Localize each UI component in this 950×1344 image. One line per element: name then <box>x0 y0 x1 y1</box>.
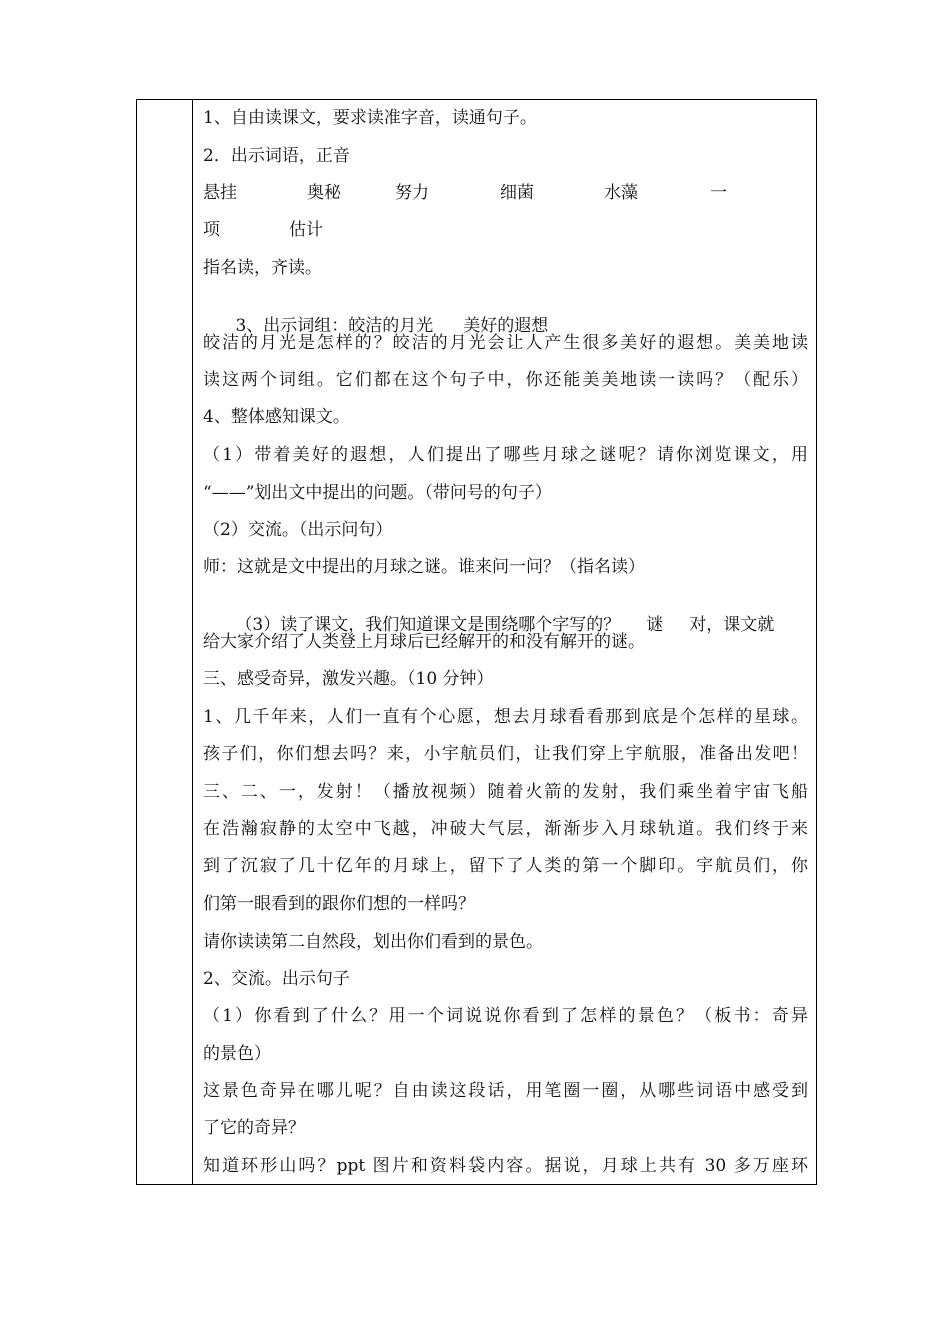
answer-word: 谜 <box>646 615 664 635</box>
vocab-word: 估计 <box>289 220 323 240</box>
text-line: （1）你看到了什么？用一个词说说你看到了怎样的景色？（板书：奇异 <box>203 1006 808 1026</box>
text-line: （1）带着美好的遐想，人们提出了哪些月球之谜呢？请你浏览课文，用 <box>203 445 808 465</box>
content-cell <box>193 100 816 1184</box>
text-line: 读这两个词组。它们都在这个句子中，你还能美美地读一读吗？（配乐） <box>203 370 808 390</box>
vocab-word: 悬挂 <box>203 183 237 203</box>
text-line: 4、整体感知课文。 <box>203 407 350 427</box>
followup-text: 对，课文就 <box>689 615 775 635</box>
text-line: 了它的奇异？ <box>203 1118 305 1138</box>
question-text: （3）读了课文，我们知道课文是围绕哪个字写的？ <box>235 615 621 635</box>
text-line: 2、交流。出示句子 <box>203 969 350 989</box>
section-heading: 三、感受奇异，激发兴趣。（10 分钟） <box>203 669 494 689</box>
text-line: 知道环形山吗？ppt 图片和资料袋内容。据说，月球上共有 30 多万座环 <box>203 1156 808 1176</box>
text-line: 们第一眼看到的跟你们想的一样吗？ <box>203 894 475 914</box>
text-line: 2．出示词语，正音 <box>203 146 350 166</box>
text-line: 在浩瀚寂静的太空中飞越，冲破大气层，渐渐步入月球轨道。我们终于来 <box>203 819 808 839</box>
text-line: 1、自由读课文，要求读准字音，读通句子。 <box>203 108 537 128</box>
text-line: “——”划出文中提出的问题。（带问号的句子） <box>203 483 552 503</box>
vocab-word: 奥秘 <box>307 183 341 203</box>
vocab-word: 项 <box>203 220 220 240</box>
text-line: 孩子们，你们想去吗？来，小宇航员们，让我们穿上宇航服，准备出发吧！ <box>203 744 808 764</box>
text-line: 到了沉寂了几十亿年的月球上，留下了人类的第一个脚印。宇航员们，你 <box>203 856 808 876</box>
vocab-word: 细菌 <box>500 183 534 203</box>
text-line: 师：这就是文中提出的月球之谜。谁来问一问？（指名读） <box>203 557 645 577</box>
text-line: 的景色） <box>203 1044 271 1064</box>
vocab-word: 一 <box>710 183 727 203</box>
phrase: 美好的遐想 <box>463 316 549 336</box>
text-line: 这景色奇异在哪儿呢？自由读这段话，用笔圈一圈，从哪些词语中感受到 <box>203 1081 808 1101</box>
phrase: 3、出示词组：皎洁的月光 <box>235 316 434 336</box>
vocab-word: 水藻 <box>604 183 638 203</box>
text-line: 给大家介绍了人类登上月球后已经解开的和没有解开的谜。 <box>203 632 645 652</box>
lesson-table <box>136 99 817 1185</box>
text-line: 请你读读第二自然段，划出你们看到的景色。 <box>203 932 543 952</box>
text-line: 皎洁的月光是怎样的？皎洁的月光会让人产生很多美好的遐想。美美地读 <box>203 333 808 353</box>
text-line: 指名读，齐读。 <box>203 258 322 278</box>
text-line: 1、几千年来，人们一直有个心愿，想去月球看看那到底是个怎样的星球。 <box>203 707 808 727</box>
left-column-cell <box>137 100 193 1184</box>
vocab-word: 努力 <box>395 183 429 203</box>
text-line: （2）交流。（出示问句） <box>203 520 393 540</box>
text-line: 三、二、一，发射！（播放视频）随着火箭的发射，我们乘坐着宇宙飞船 <box>203 782 808 802</box>
